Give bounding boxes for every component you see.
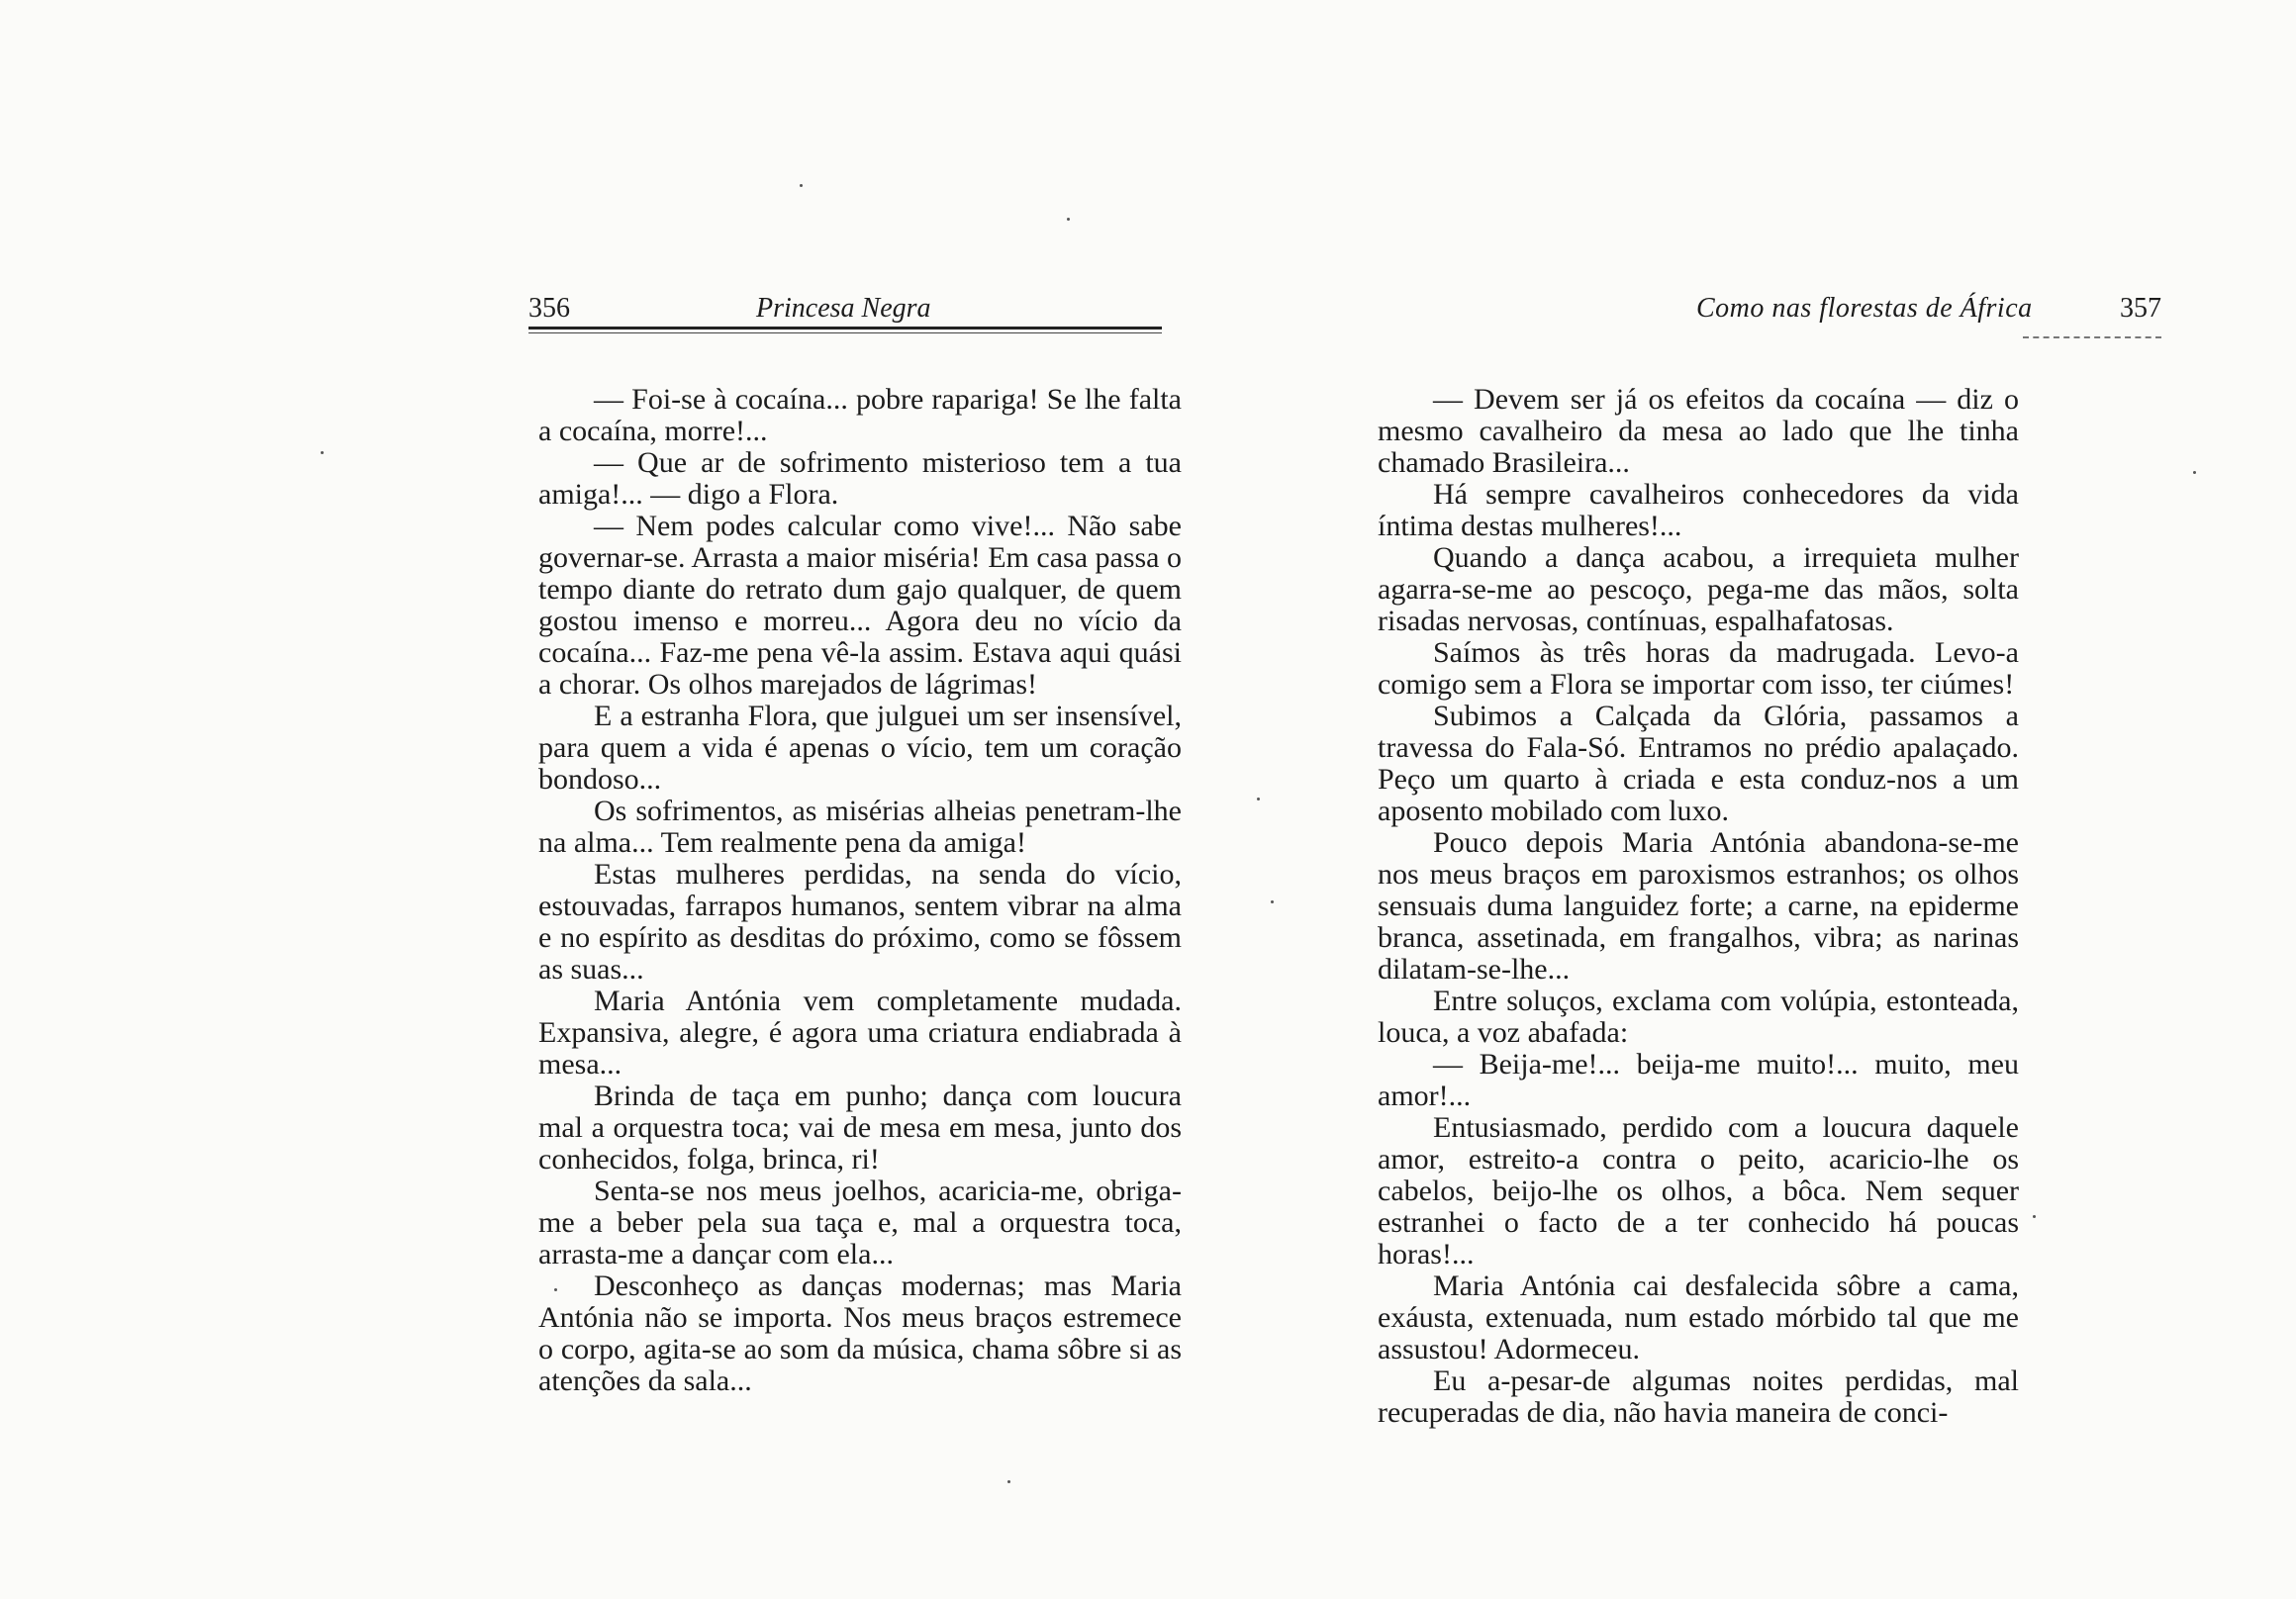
- scan-speck: [1257, 798, 1260, 800]
- scan-speck: [1007, 1480, 1010, 1483]
- paragraph: Estas mulheres perdidas, na senda do vício, estouvadas, farrapos humanos, sentem vibrar na alma e no espírito as desditas do próximo, como se fôssem as suas...: [538, 858, 1182, 986]
- paragraph: Senta-se nos meus joelhos, acaricia-me, obriga-me a beber pela sua taça e, mal a orquestra toca, arrasta-me a dançar com ela...: [538, 1175, 1182, 1270]
- paragraph: Eu a-pesar-de algumas noites perdidas, mal recuperadas de dia, não havia maneira de conci-: [1378, 1364, 2019, 1429]
- left-page-number: 356: [528, 293, 570, 324]
- right-running-head: [1528, 293, 2161, 332]
- scan-speck: [2033, 1215, 2036, 1218]
- paragraph: — Que ar de sofrimento misterioso tem a tua amiga!... — digo a Flora.: [538, 446, 1182, 511]
- right-page-number: 357: [2120, 293, 2161, 324]
- scan-speck: [1271, 900, 1274, 903]
- paragraph: — Devem ser já os efeitos da cocaína — diz o mesmo cavalheiro da mesa ao lado que lhe tinha chamado Brasileira...: [1378, 383, 2019, 479]
- right-running-title: Como nas florestas de África: [1696, 293, 2033, 324]
- header-rule: [528, 327, 1162, 329]
- right-page: [1148, 0, 2296, 1599]
- paragraph: Entre soluços, exclama com volúpia, estonteada, louca, a voz abafada:: [1378, 985, 2019, 1049]
- header-rule-thin: [528, 332, 1162, 333]
- paragraph: Subimos a Calçada da Glória, passamos a travessa do Fala-Só. Entramos no prédio apalaçado. Peço um quarto à criada e esta conduz-nos a um aposento mobilado com luxo.: [1378, 700, 2019, 827]
- paragraph: E a estranha Flora, que julguei um ser insensível, para quem a vida é apenas o vício, tem um coração bondoso...: [538, 700, 1182, 796]
- left-body-text: [538, 384, 1182, 1397]
- paragraph: Pouco depois Maria Antónia abandona-se-me nos meus braços em paroxismos estranhos; os olhos sensuais duma languidez forte; a carne, na epiderme branca, assetinada, em frangalhos, vibra; as narinas dilatam-se-lhe...: [1378, 826, 2019, 986]
- scan-speck: [1067, 218, 1070, 221]
- paragraph: Desconheço as danças modernas; mas Maria Antónia não se importa. Nos meus braços estremece o corpo, agita-se ao som da música, chama sôbre si as atenções da sala...: [538, 1270, 1182, 1397]
- header-rule: [2023, 336, 2161, 338]
- paragraph: Brinda de taça em punho; dança com loucura mal a orquestra toca; vai de mesa em mesa, junto dos conhecidos, folga, brinca, ri!: [538, 1080, 1182, 1176]
- paragraph: Maria Antónia vem completamente mudada. Expansiva, alegre, é agora uma criatura endiabrada à mesa...: [538, 985, 1182, 1081]
- paragraph: Há sempre cavalheiros conhecedores da vida íntima destas mulheres!...: [1378, 478, 2019, 542]
- paragraph: — Nem podes calcular como vive!... Não sabe governar-se. Arrasta a maior miséria! Em casa passa o tempo diante do retrato dum gajo qualquer, de quem gostou imenso e morreu... Agora deu no vício da cocaína... Faz-me pena vê-la assim. Estava aqui quási a chorar. Os olhos marejados de lágrimas!: [538, 510, 1182, 701]
- scan-speck: [800, 184, 803, 187]
- paragraph: Saímos às três horas da madrugada. Levo-a comigo sem a Flora se importar com isso, ter ciúmes!: [1378, 636, 2019, 701]
- scan-speck: [554, 1288, 557, 1291]
- paragraph: Os sofrimentos, as misérias alheias penetram-lhe na alma... Tem realmente pena da amiga!: [538, 795, 1182, 859]
- scan-speck: [2193, 471, 2196, 474]
- left-running-head: [528, 293, 1162, 332]
- paragraph: Quando a dança acabou, a irrequieta mulher agarra-se-me ao pescoço, pega-me das mãos, solta risadas nervosas, contínuas, espalhafatosas.: [1378, 541, 2019, 637]
- paragraph: Entusiasmado, perdido com a loucura daquele amor, estreito-a contra o peito, acaricio-lhe os cabelos, beijo-lhe os olhos, a bôca. Nem sequer estranhei o facto de a ter conhecido há poucas horas!...: [1378, 1111, 2019, 1270]
- paragraph: Maria Antónia cai desfalecida sôbre a cama, exáusta, extenuada, num estado mórbido tal que me assustou! Adormeceu.: [1378, 1270, 2019, 1365]
- scan-speck: [321, 451, 324, 454]
- right-body-text: [1378, 384, 2019, 1429]
- paragraph: — Beija-me!... beija-me muito!... muito, meu amor!...: [1378, 1048, 2019, 1112]
- left-running-title: Princesa Negra: [756, 293, 931, 324]
- paragraph: — Foi-se à cocaína... pobre rapariga! Se lhe falta a cocaína, morre!...: [538, 383, 1182, 447]
